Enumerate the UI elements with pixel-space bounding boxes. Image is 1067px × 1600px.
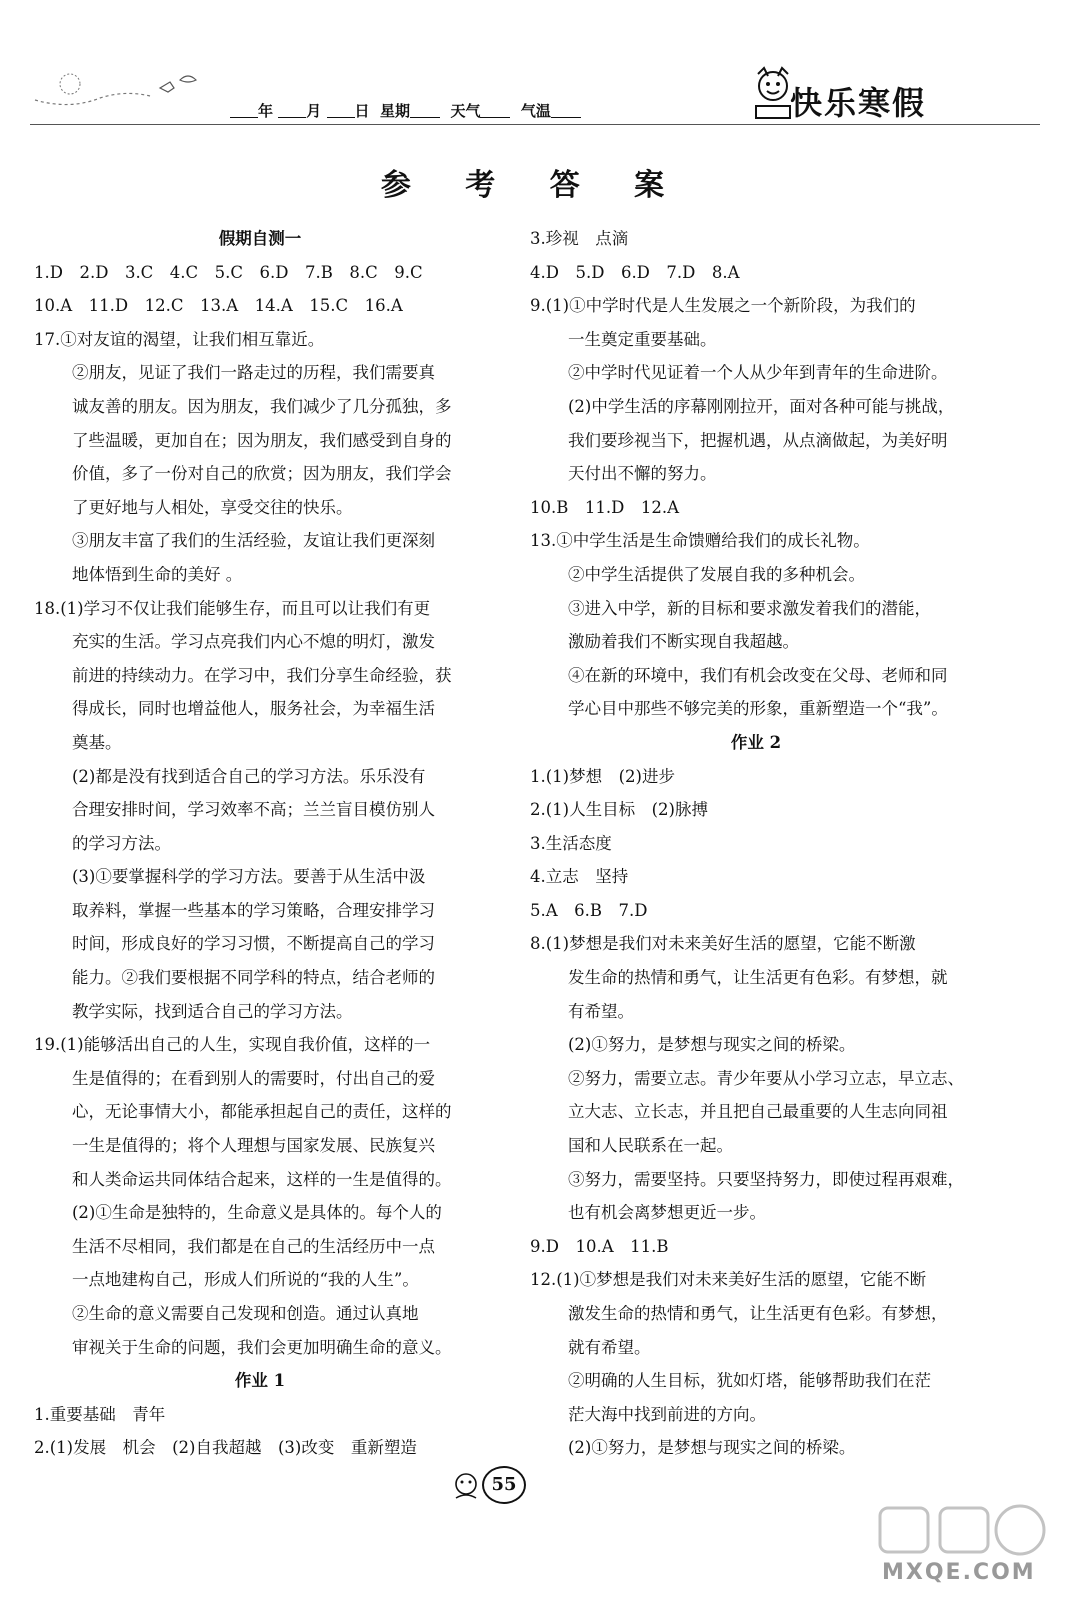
answer-line: 9.(1)①中学时代是人生发展之一个新阶段，为我们的	[530, 296, 916, 316]
answer-line: 2.(1)发展 机会 (2)自我超越 (3)改变 重新塑造	[34, 1438, 417, 1458]
answer-line: 教学实际，找到适合自己的学习方法。	[72, 1001, 353, 1021]
answer-line: 一生奠定重要基础。	[568, 329, 717, 349]
answer-line: ③进入中学，新的目标和要求激发着我们的潜能，	[568, 598, 931, 618]
answer-line: 发生命的热情和勇气，让生活更有色彩。有梦想，就	[568, 968, 948, 988]
answer-line: 8.(1)梦想是我们对未来美好生活的愿望，它能不断激	[530, 934, 916, 954]
answer-line: 能力。②我们要根据不同学科的特点，结合老师的	[72, 968, 435, 988]
answer-line: ③朋友丰富了我们的生活经验，友谊让我们更深刻	[72, 531, 435, 551]
answer-line: 3.生活态度	[530, 833, 612, 853]
answer-line: 12.(1)①梦想是我们对未来美好生活的愿望，它能不断	[530, 1270, 927, 1290]
answer-line: 激发生命的热情和勇气，让生活更有色彩。有梦想，	[568, 1304, 948, 1323]
answer-line: 9.D 10.A 11.B	[530, 1236, 669, 1256]
answer-line: 了些温暖，更加自在；因为朋友，我们感受到自身的	[72, 430, 452, 450]
answer-line: 天付出不懈的努力。	[568, 464, 717, 484]
answer-line: 国和人民联系在一起。	[568, 1136, 733, 1156]
answer-line: ②中学时代见证着一个人从少年到青年的生命进阶。	[568, 363, 948, 383]
answer-line: (2)①努力，是梦想与现实之间的桥梁。	[568, 1438, 856, 1458]
brand-title: 快乐寒假	[790, 84, 927, 122]
answer-line: 前进的持续动力。在学习中，我们分享生命经验，获	[72, 665, 452, 685]
header-doodle-decoration	[30, 62, 200, 112]
answer-line: 立大志、立长志，并且把自己最重要的人生志向同祖	[568, 1102, 948, 1122]
answer-line: (3)①要掌握科学的学习方法。要善于从生活中汲	[72, 867, 426, 887]
answer-line: 激励着我们不断实现自我超越。	[568, 632, 799, 652]
answer-line: 13.①中学生活是生命馈赠给我们的成长礼物。	[530, 531, 870, 551]
answer-line: (2)中学生活的序幕刚刚拉开，面对各种可能与挑战，	[568, 396, 955, 416]
field-temperature-label: 气温	[520, 102, 551, 120]
answer-line: 充实的生活。学习点亮我们内心不熄的明灯，激发	[72, 632, 435, 652]
answer-line: ③努力，需要坚持。只要坚持努力，即使过程再艰难，	[568, 1169, 964, 1189]
answer-line: 1.重要基础 青年	[34, 1404, 166, 1424]
answer-line: 生是值得的；在看到别人的需要时，付出自己的爱	[72, 1068, 435, 1088]
answer-line: 了更好地与人相处，享受交往的快乐。	[72, 497, 353, 517]
answer-line: 5.A 6.B 7.D	[530, 900, 648, 920]
answer-line: 和人类命运共同体结合起来，这样的一生是值得的。	[72, 1169, 452, 1189]
section-heading: 作业 1	[234, 1371, 286, 1391]
answer-line: 得成长，同时也增益他人，服务社会，为幸福生活	[72, 699, 435, 719]
answer-line: ②明确的人生目标，犹如灯塔，能够帮助我们在茫	[568, 1371, 931, 1391]
answer-line: 一点地建构自己，形成人们所说的“我的人生”。	[72, 1270, 419, 1290]
answer-line: 奠基。	[72, 732, 122, 752]
field-weekday-label: 星期	[379, 102, 410, 120]
answer-line: 地体悟到生命的美好 。	[72, 564, 243, 584]
answer-line: 1.(1)梦想 (2)进步	[530, 766, 675, 786]
right-column	[530, 222, 982, 1465]
answer-line: 学心目中那些不够完美的形象，重新塑造一个“我”。	[568, 699, 948, 719]
left-column	[34, 222, 486, 1465]
field-year-label: 年	[258, 102, 274, 120]
answer-line: 有希望。	[568, 1001, 634, 1021]
answer-line: 价值，多了一份对自己的欣赏；因为朋友，我们学会	[72, 464, 452, 484]
header-date-fields	[230, 100, 581, 121]
answer-line: 取养料，掌握一些基本的学习策略，合理安排学习	[72, 900, 435, 920]
answer-line: 心，无论事情大小，都能承担起自己的责任，这样的	[72, 1102, 452, 1122]
answer-line: (2)①努力，是梦想与现实之间的桥梁。	[568, 1035, 856, 1055]
field-day-label: 日	[354, 102, 370, 120]
answer-line: 2.(1)人生目标 (2)脉搏	[530, 800, 708, 820]
header-divider	[30, 124, 1040, 125]
answer-line: 18.(1)学习不仅让我们能够生存，而且可以让我们有更	[34, 598, 431, 618]
answer-line: 4.D 5.D 6.D 7.D 8.A	[530, 262, 740, 282]
answer-line: 我们要珍视当下，把握机遇，从点滴做起，为美好明	[568, 430, 948, 450]
answer-line: 诚友善的朋友。因为朋友，我们减少了几分孤独，多	[72, 396, 452, 416]
answer-line: ②朋友，见证了我们一路走过的历程，我们需要真	[72, 363, 435, 383]
answer-line: 3.珍视 点滴	[530, 229, 629, 248]
answer-line: 19.(1)能够活出自己的人生，实现自我价值，这样的一	[34, 1035, 431, 1055]
answer-line: 审视关于生命的问题，我们会更加明确生命的意义。	[72, 1337, 452, 1357]
answer-line: 时间，形成良好的学习习惯，不断提高自己的学习	[72, 934, 435, 954]
section-heading: 假期自测一	[218, 229, 302, 248]
field-month-label: 月	[306, 102, 322, 120]
answer-line: ②生命的意义需要自己发现和创造。通过认真地	[72, 1304, 419, 1323]
answer-line: ④在新的环境中，我们有机会改变在父母、老师和同	[568, 665, 948, 685]
answer-line: 17.①对友谊的渴望，让我们相互靠近。	[34, 329, 325, 349]
page-title: 参 考 答 案	[380, 168, 687, 203]
answer-line: 也有机会离梦想更近一步。	[568, 1203, 766, 1223]
watermark-text: MXQE.COM	[882, 1560, 1036, 1585]
answer-line: (2)①生命是独特的，生命意义是具体的。每个人的	[72, 1203, 442, 1223]
answer-line: (2)都是没有找到适合自己的学习方法。乐乐没有	[72, 766, 426, 786]
answer-line: 合理安排时间，学习效率不高；兰兰盲目模仿别人	[72, 800, 435, 820]
answer-line: 10.B 11.D 12.A	[530, 497, 679, 517]
answer-line: 4.立志 坚持	[530, 867, 629, 887]
answer-line: 10.A 11.D 12.C 13.A 14.A 15.C 16.A	[34, 296, 403, 316]
answer-line: 一生是值得的；将个人理想与国家发展、民族复兴	[72, 1136, 435, 1156]
answer-line: 茫大海中找到前进的方向。	[568, 1404, 766, 1424]
answer-line: ②努力，需要立志。青少年要从小学习立志，早立志、	[568, 1068, 964, 1088]
page-number: 55	[482, 1466, 526, 1504]
answer-line: 1.D 2.D 3.C 4.C 5.C 6.D 7.B 8.C 9.C	[34, 262, 423, 282]
field-weather-label: 天气	[450, 102, 481, 120]
answer-line: ②中学生活提供了发展自我的多种机会。	[568, 564, 865, 584]
answer-line: 生活不尽相同，我们都是在自己的生活经历中一点	[72, 1236, 435, 1256]
answer-line: 的学习方法。	[72, 833, 171, 853]
section-heading: 作业 2	[730, 732, 782, 752]
answer-line: 就有希望。	[568, 1337, 651, 1357]
